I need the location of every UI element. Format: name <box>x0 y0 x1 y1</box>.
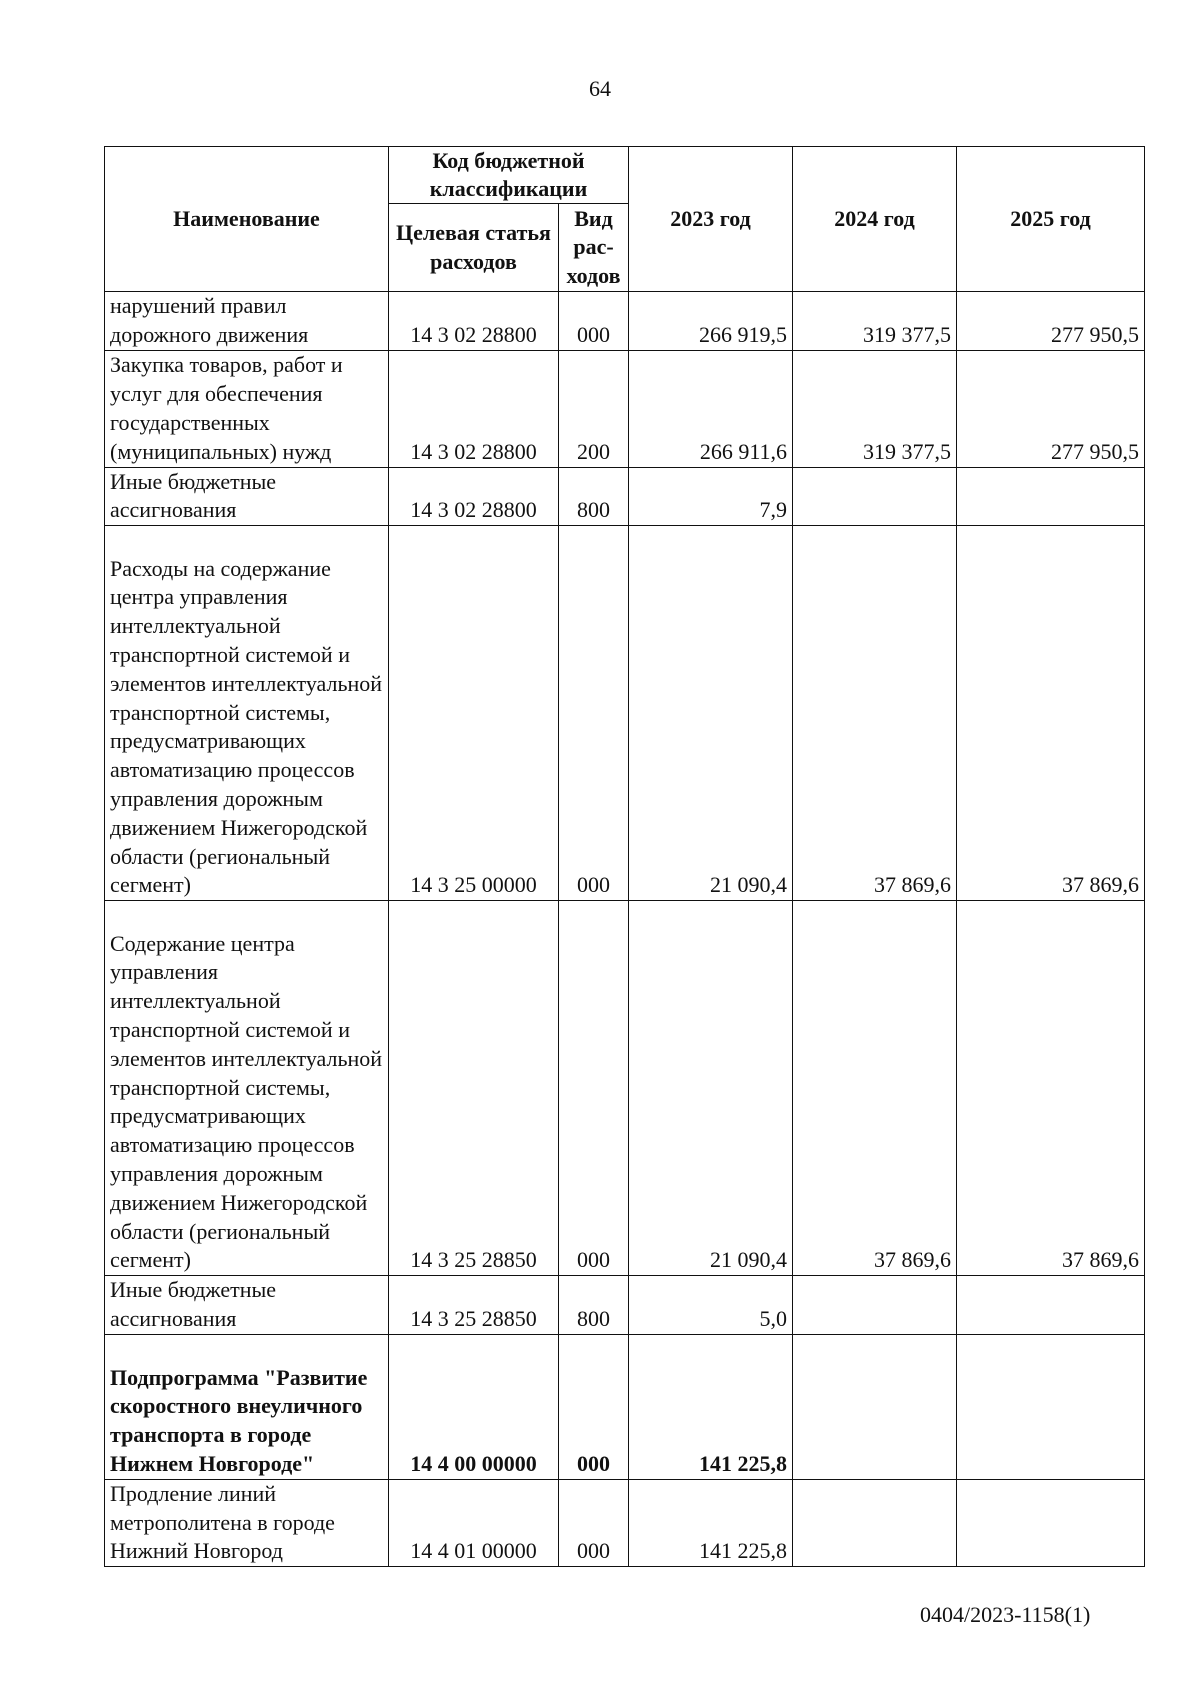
row-expense-kind: 800 <box>559 467 629 526</box>
table-row <box>105 1479 1145 1566</box>
header-name: Наименование <box>105 147 389 292</box>
row-expense-kind: 000 <box>559 526 629 901</box>
row-target-code: 14 3 25 28850 <box>389 1276 559 1335</box>
row-target-code: 14 4 00 00000 <box>389 1334 559 1479</box>
row-amount-2025: 37 869,6 <box>957 901 1145 1276</box>
header-row-top <box>105 147 1145 204</box>
row-amount-2025: 277 950,5 <box>957 350 1145 467</box>
row-amount-2024: 37 869,6 <box>793 526 957 901</box>
row-name: нарушений правил дорожного движения <box>105 292 389 351</box>
row-amount-2024 <box>793 467 957 526</box>
row-target-code: 14 3 02 28800 <box>389 467 559 526</box>
row-target-code: 14 3 25 00000 <box>389 526 559 901</box>
table-row <box>105 467 1145 526</box>
table-body <box>105 292 1145 1567</box>
budget-table <box>104 146 1145 1567</box>
row-amount-2023: 266 919,5 <box>629 292 793 351</box>
row-expense-kind: 000 <box>559 1334 629 1479</box>
header-2025: 2025 год <box>957 147 1145 292</box>
row-amount-2025 <box>957 467 1145 526</box>
header-expense-kind: Вид рас-ходов <box>559 204 629 292</box>
row-amount-2025 <box>957 1479 1145 1566</box>
row-amount-2025: 277 950,5 <box>957 292 1145 351</box>
header-2023: 2023 год <box>629 147 793 292</box>
row-amount-2024 <box>793 1334 957 1479</box>
row-expense-kind: 200 <box>559 350 629 467</box>
row-amount-2024: 37 869,6 <box>793 901 957 1276</box>
row-name: Закупка товаров, работ и услуг для обеспечения государственных (муниципальных) нужд <box>105 350 389 467</box>
row-amount-2023: 7,9 <box>629 467 793 526</box>
row-name: Подпрограмма "Развитие скоростного внеуличного транспорта в городе Нижнем Новгороде" <box>105 1334 389 1479</box>
table-row <box>105 901 1145 1276</box>
row-expense-kind: 000 <box>559 901 629 1276</box>
row-amount-2024 <box>793 1479 957 1566</box>
row-amount-2023: 5,0 <box>629 1276 793 1335</box>
row-name: Содержание центра управления интеллектуальной транспортной системой и элементов интеллектуальной транспортной системы, предусматривающих автоматизацию процессов управления дорожным движением Нижегородской области (региональный сегмент) <box>105 901 389 1276</box>
row-amount-2023: 21 090,4 <box>629 526 793 901</box>
row-target-code: 14 4 01 00000 <box>389 1479 559 1566</box>
row-target-code: 14 3 02 28800 <box>389 350 559 467</box>
row-name: Продление линий метрополитена в городе Нижний Новгород <box>105 1479 389 1566</box>
row-amount-2023: 266 911,6 <box>629 350 793 467</box>
table-row <box>105 1334 1145 1479</box>
header-budget-code: Код бюджетной классификации <box>389 147 629 204</box>
row-expense-kind: 000 <box>559 292 629 351</box>
row-name: Иные бюджетные ассигнования <box>105 467 389 526</box>
header-target-article: Целевая статья расходов <box>389 204 559 292</box>
row-amount-2024 <box>793 1276 957 1335</box>
table-row <box>105 1276 1145 1335</box>
page-number: 64 <box>589 76 611 101</box>
row-name: Расходы на содержание центра управления интеллектуальной транспортной системой и элементов интеллектуальной транспортной системы, предусматривающих автоматизацию процессов управления дорожным движением Нижегородской области (региональный сегмент) <box>105 526 389 901</box>
row-amount-2024: 319 377,5 <box>793 292 957 351</box>
row-amount-2025 <box>957 1276 1145 1335</box>
table-row <box>105 350 1145 467</box>
row-amount-2023: 141 225,8 <box>629 1334 793 1479</box>
row-expense-kind: 800 <box>559 1276 629 1335</box>
row-amount-2023: 141 225,8 <box>629 1479 793 1566</box>
row-amount-2025: 37 869,6 <box>957 526 1145 901</box>
row-name: Иные бюджетные ассигнования <box>105 1276 389 1335</box>
row-expense-kind: 000 <box>559 1479 629 1566</box>
row-target-code: 14 3 25 28850 <box>389 901 559 1276</box>
row-amount-2024: 319 377,5 <box>793 350 957 467</box>
row-amount-2023: 21 090,4 <box>629 901 793 1276</box>
document-number: 0404/2023-1158(1) <box>920 1602 1091 1627</box>
header-2024: 2024 год <box>793 147 957 292</box>
row-target-code: 14 3 02 28800 <box>389 292 559 351</box>
table-row <box>105 526 1145 901</box>
row-amount-2025 <box>957 1334 1145 1479</box>
table-row <box>105 292 1145 351</box>
